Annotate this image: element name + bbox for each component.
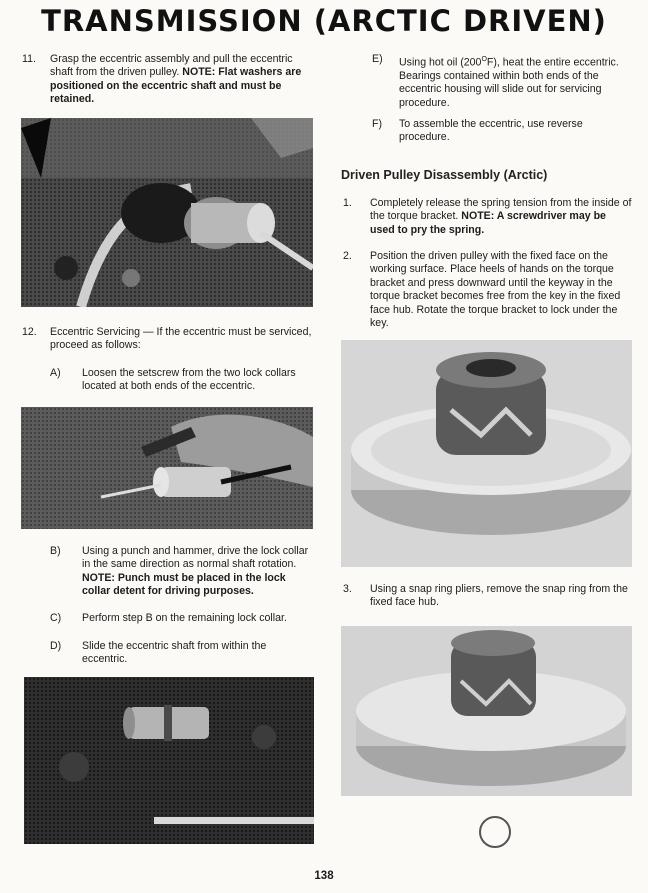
- step-e-text-before: Using hot oil (200: [399, 56, 482, 69]
- step-f-text: To assemble the eccentric, use reverse procedure.: [399, 118, 583, 144]
- step-b-note: NOTE: Punch must be placed in the lock collar detent for driving purposes.: [82, 571, 286, 598]
- eccentric-shaft-photo: [24, 677, 314, 844]
- step-3-text: Using a snap ring pliers, remove the snap ring from the fixed face hub.: [370, 583, 628, 609]
- step-1-note: NOTE: A screwdriver may be used to pry the spring.: [370, 210, 606, 236]
- driven-pulley-photo: [341, 340, 632, 567]
- snap-ring-removal-photo: [341, 626, 632, 796]
- step-a-text: Loosen the setscrew from the two lock collars located at both ends of the eccentric.: [82, 367, 296, 393]
- degree-symbol: O: [481, 56, 487, 63]
- step-11-text: [50, 53, 312, 107]
- step-11-number: 11.: [22, 53, 36, 65]
- step-c-text: Perform step B on the remaining lock collar.: [82, 612, 287, 624]
- step-d-text: Slide the eccentric shaft from within the eccentric.: [82, 640, 267, 666]
- step-b-instruction: Using a punch and hammer, drive the lock collar in the same direction as normal shaft rotation.: [82, 545, 309, 571]
- step-2-text: Position the driven pulley with the fixed face on the working surface. Place heels of hands on the torque bracket and press downward until the keyway in the torque bracket becomes free from the key in the fixed face hub. Rotate the torque bracket to lock under the key.: [370, 250, 621, 330]
- step-c-number: C): [50, 612, 62, 624]
- step-e-text: [399, 53, 631, 110]
- snap-ring-illustration: [479, 816, 511, 848]
- section-heading: Driven Pulley Disassembly (Arctic): [341, 168, 548, 182]
- step-1-text: [370, 197, 632, 237]
- step-11-note: NOTE: Flat washers are positioned on the eccentric shaft and must be retained.: [50, 66, 302, 106]
- step-b-text: [82, 545, 314, 599]
- step-a-number: A): [50, 367, 61, 379]
- step-12-text: Eccentric Servicing — If the eccentric must be serviced, proceed as follows:: [50, 326, 312, 352]
- page-title: TRANSMISSION (ARCTIC DRIVEN): [41, 4, 607, 38]
- step-e-text-after: F), heat the entire eccentric. Bearings contained within both ends of the eccentric housing will slide out for servicing procedure.: [399, 56, 619, 109]
- step-11-instruction: Grasp the eccentric assembly and pull the eccentric shaft from the driven pulley.: [50, 53, 293, 79]
- eccentric-assembly-photo: [21, 118, 313, 307]
- step-b-number: B): [50, 545, 61, 557]
- step-e-number: E): [372, 53, 383, 65]
- step-d-number: D): [50, 640, 62, 652]
- step-1-number: 1.: [343, 197, 352, 209]
- step-2-number: 2.: [343, 250, 352, 262]
- step-f-number: F): [372, 118, 382, 130]
- lock-collar-setscrew-photo: [21, 407, 313, 529]
- step-12-number: 12.: [22, 326, 37, 338]
- step-3-number: 3.: [343, 583, 352, 595]
- page-number: 138: [314, 870, 334, 882]
- step-1-instruction: Completely release the spring tension from the inside of the torque bracket.: [370, 197, 632, 223]
